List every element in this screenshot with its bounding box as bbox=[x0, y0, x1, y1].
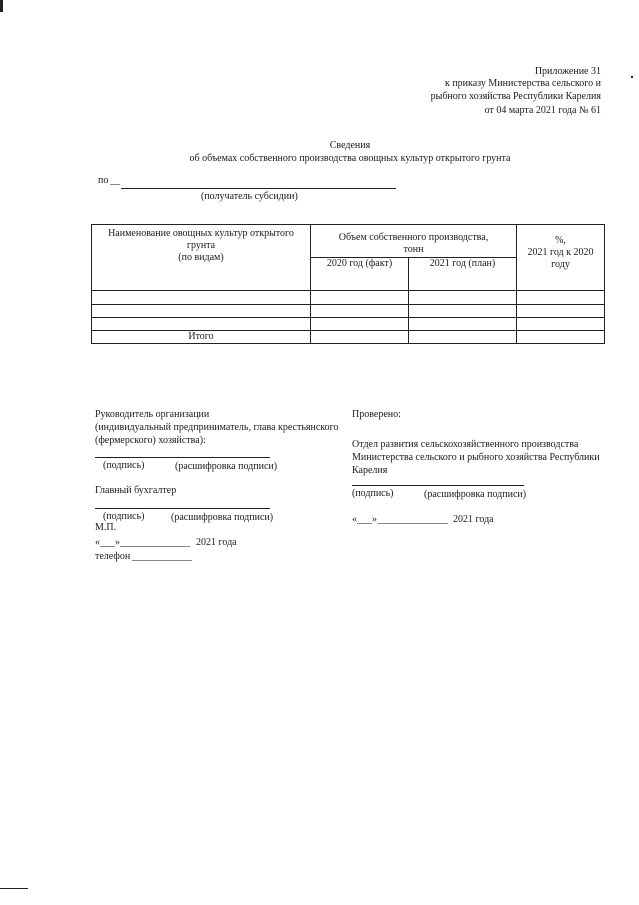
checked-label: Проверено: bbox=[352, 409, 401, 420]
scan-mark-right bbox=[631, 76, 633, 78]
table-cell[interactable] bbox=[517, 331, 605, 344]
left-date-year: 2021 года bbox=[196, 537, 237, 548]
total-label: Итого bbox=[92, 331, 311, 344]
right-date-year: 2021 года bbox=[453, 514, 494, 525]
col-header-2020-fact: 2020 год (факт) bbox=[311, 258, 409, 291]
table-cell[interactable] bbox=[311, 305, 409, 318]
manager-label-3: (фермерского) хозяйства): bbox=[95, 435, 206, 446]
recipient-underscore: __ bbox=[110, 175, 120, 186]
table-cell[interactable] bbox=[409, 318, 517, 331]
table-cell[interactable] bbox=[409, 331, 517, 344]
col-header-2021-plan: 2021 год (план) bbox=[409, 258, 517, 291]
stamp-label: М.П. bbox=[95, 522, 117, 533]
table-cell[interactable] bbox=[92, 318, 311, 331]
phone-blank[interactable]: ____________ bbox=[132, 551, 192, 562]
left-date-open: «___» bbox=[95, 537, 120, 548]
dept-label-3: Карелия bbox=[352, 465, 388, 476]
appendix-line-4: от 04 марта 2021 года № 61 bbox=[484, 105, 601, 116]
table-cell[interactable] bbox=[517, 291, 605, 305]
right-date-blank[interactable]: ______________ bbox=[378, 514, 448, 525]
appendix-line-3: рыбного хозяйства Республики Карелия bbox=[430, 91, 601, 102]
right-date-open: «___» bbox=[352, 514, 377, 525]
table-row bbox=[92, 305, 605, 318]
table-cell[interactable] bbox=[409, 305, 517, 318]
col-header-percent: %, 2021 год к 2020 году bbox=[517, 225, 605, 291]
table-cell[interactable] bbox=[311, 291, 409, 305]
production-table bbox=[91, 224, 605, 344]
scan-mark-bottom-left bbox=[0, 888, 28, 889]
appendix-line-2: к приказу Министерства сельского и bbox=[444, 78, 601, 89]
table-row bbox=[92, 318, 605, 331]
table-cell[interactable] bbox=[517, 318, 605, 331]
phone-label: телефон bbox=[95, 551, 131, 562]
manager-signature-line[interactable] bbox=[95, 457, 270, 458]
scan-mark-top-left bbox=[0, 0, 3, 12]
manager-decode-caption: (расшифровка подписи) bbox=[175, 461, 278, 472]
accountant-signature-line[interactable] bbox=[95, 508, 270, 509]
checker-signature-line[interactable] bbox=[352, 485, 524, 486]
table-cell[interactable] bbox=[409, 291, 517, 305]
left-date-blank[interactable]: ______________ bbox=[120, 537, 190, 548]
table-cell[interactable] bbox=[92, 305, 311, 318]
checker-decode-caption: (расшифровка подписи) bbox=[424, 489, 527, 500]
accountant-sig-caption: (подпись) bbox=[103, 511, 145, 522]
manager-label-2: (индивидуальный предприниматель, глава крестьянского bbox=[95, 422, 339, 433]
table-row bbox=[92, 291, 605, 305]
table-cell[interactable] bbox=[311, 331, 409, 344]
checker-sig-caption: (подпись) bbox=[352, 488, 394, 499]
table-cell[interactable] bbox=[311, 318, 409, 331]
manager-label-1: Руководитель организации bbox=[95, 409, 210, 420]
dept-label-2: Министерства сельского и рыбного хозяйства Республики bbox=[352, 452, 600, 463]
title-line-2: об объемах собственного производства овощных культур открытого грунта bbox=[189, 153, 511, 164]
col-header-volume-group: Объем собственного производства, тонн bbox=[311, 225, 517, 258]
col-header-crop-name: Наименование овощных культур открытого грунта (по видам) bbox=[92, 225, 311, 291]
dept-label-1: Отдел развития сельскохозяйственного производства bbox=[352, 439, 579, 450]
recipient-field-line[interactable] bbox=[121, 188, 396, 189]
accountant-label: Главный бухгалтер bbox=[95, 485, 177, 496]
manager-sig-caption: (подпись) bbox=[103, 460, 145, 471]
table-cell[interactable] bbox=[517, 305, 605, 318]
table-row-total bbox=[92, 331, 605, 344]
recipient-caption: (получатель субсидии) bbox=[201, 191, 298, 202]
accountant-decode-caption: (расшифровка подписи) bbox=[171, 512, 274, 523]
recipient-prefix: по bbox=[98, 175, 109, 186]
title-line-1: Сведения bbox=[329, 140, 371, 151]
table-cell[interactable] bbox=[92, 291, 311, 305]
appendix-line-1: Приложение 31 bbox=[534, 66, 601, 77]
